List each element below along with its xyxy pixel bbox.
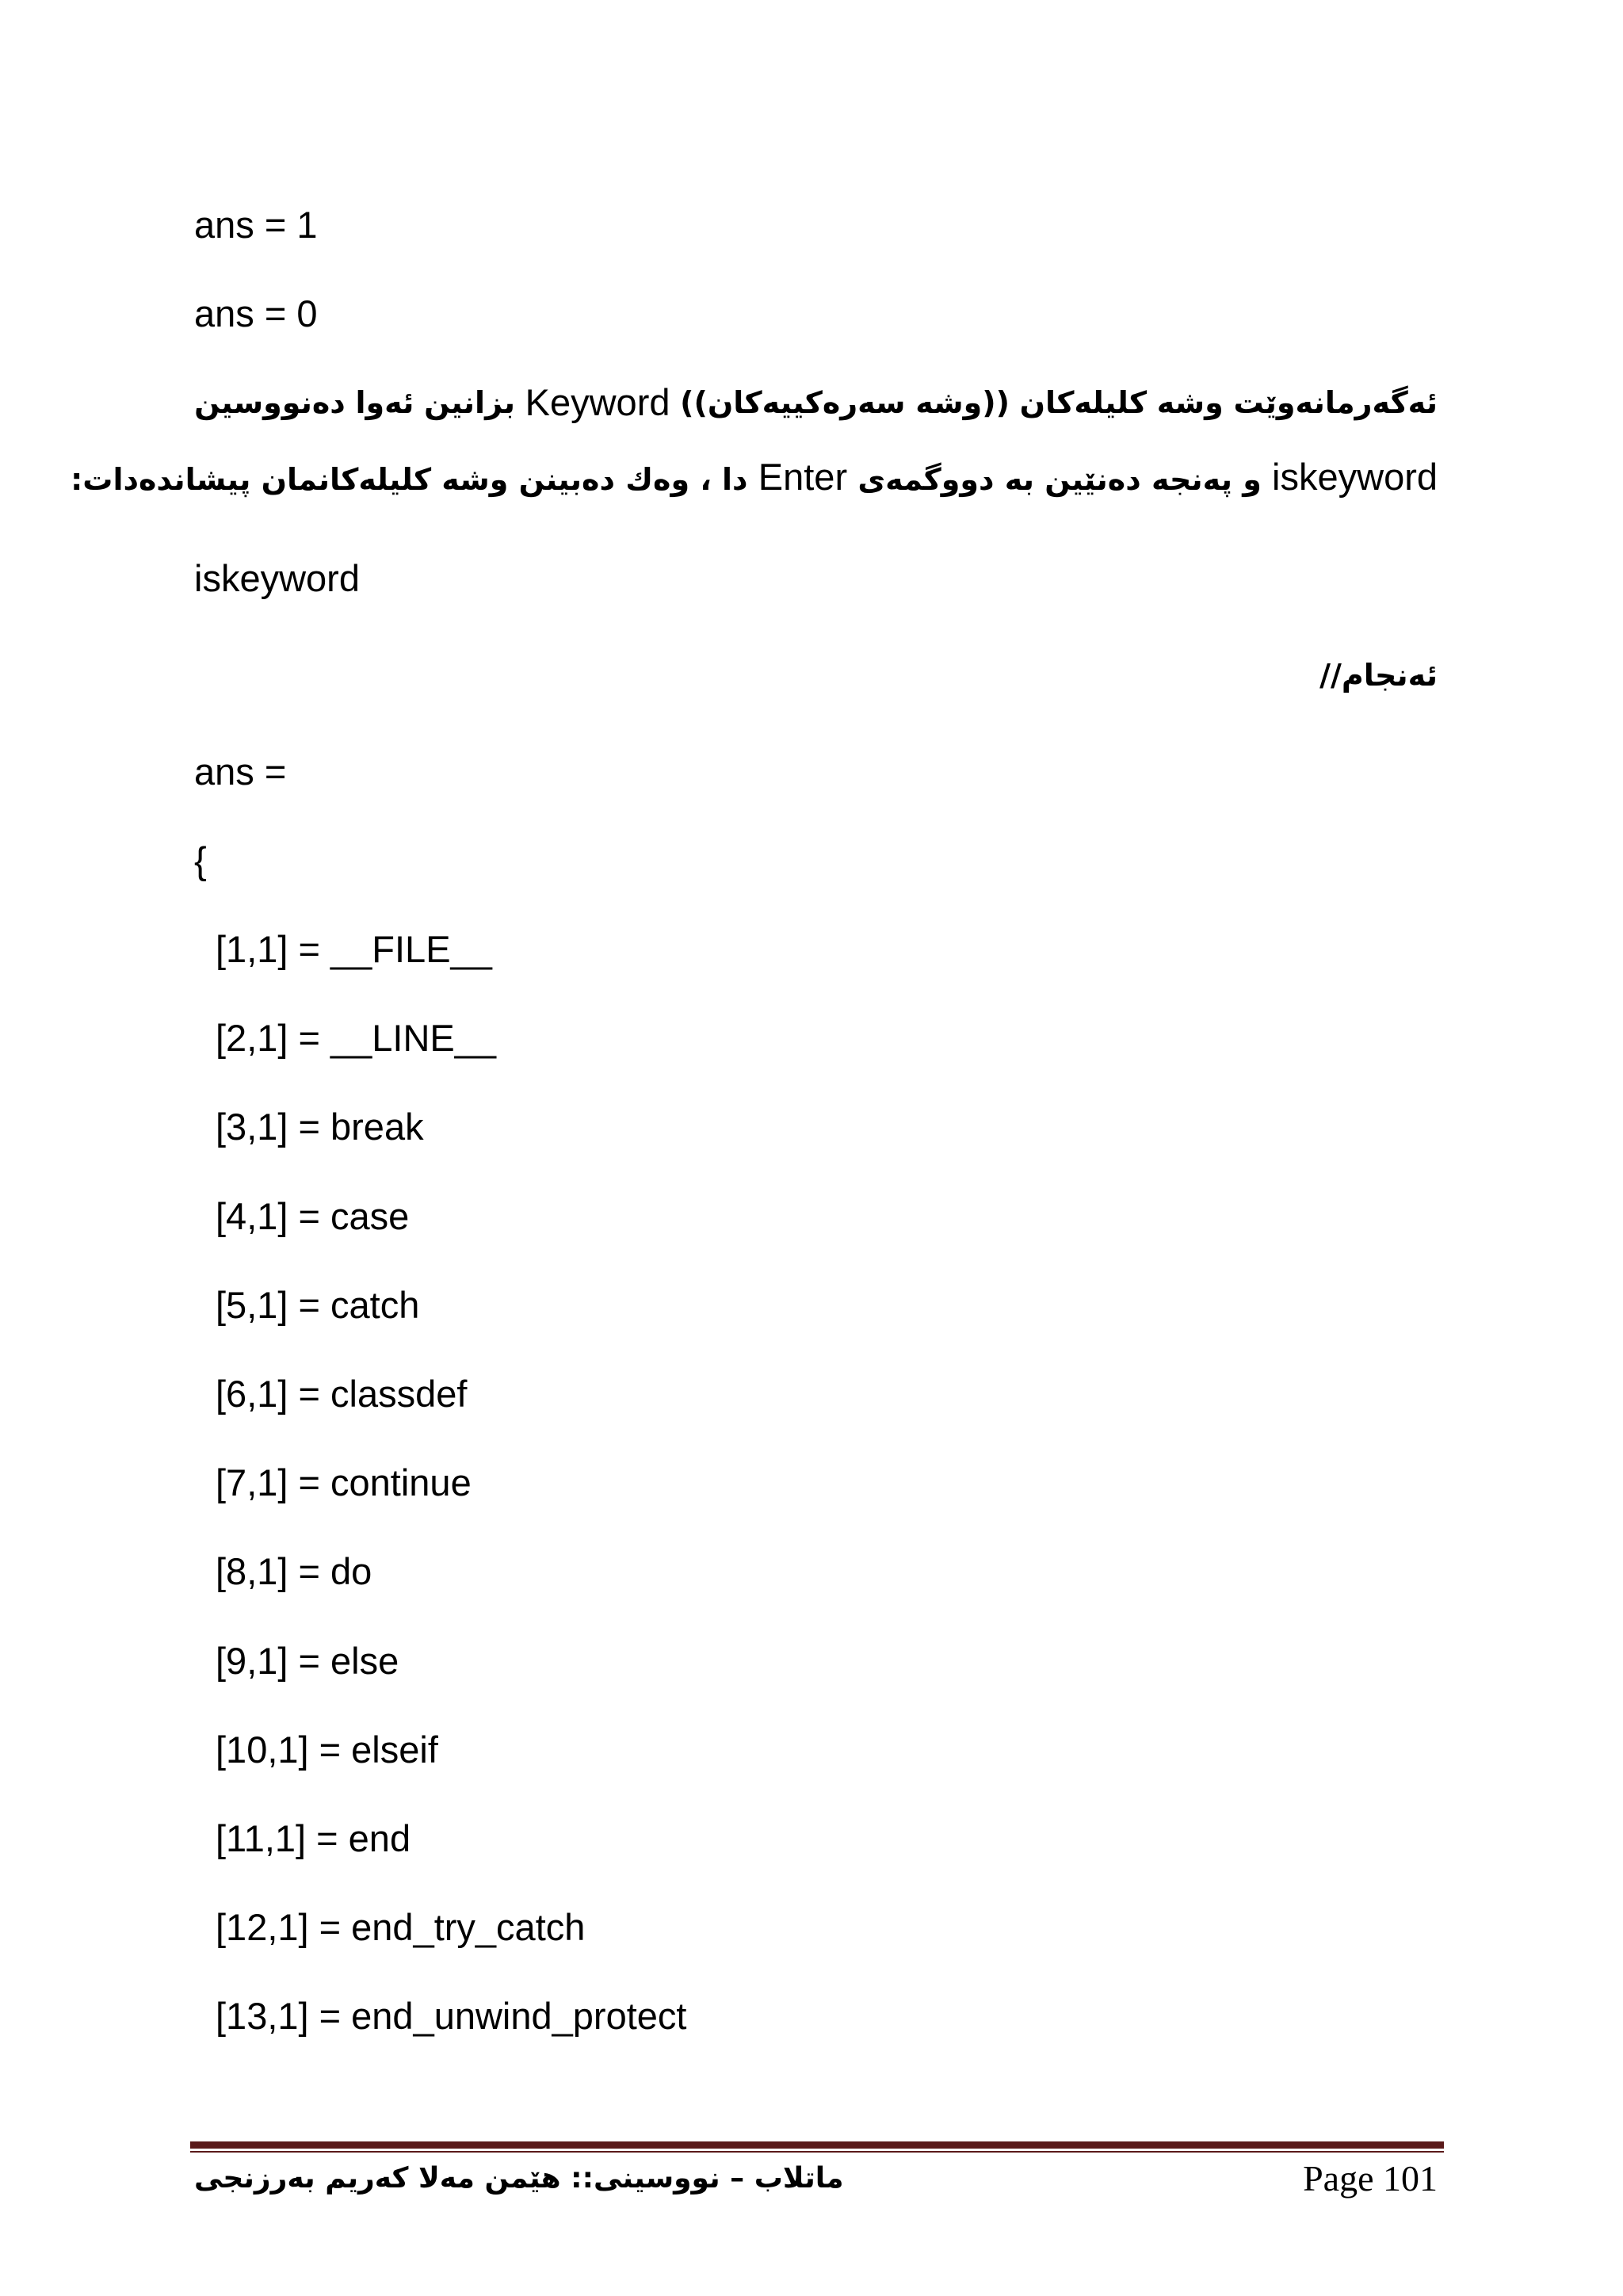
ans-line-1: ans = 1: [194, 204, 318, 246]
footer-author: ماتلاب – نووسینی:: هێمن مەلا کەریم بەرزنجی: [194, 2162, 844, 2195]
footer-rule-thin: [190, 2151, 1444, 2153]
paragraph-word: ئەوا: [355, 385, 414, 420]
paragraph-word: وشە: [1156, 385, 1224, 420]
paragraph-enter: Enter: [758, 456, 848, 498]
output-entry: [9,1] = else: [216, 1640, 399, 1682]
output-entry: [1,1] = __FILE__: [216, 928, 492, 970]
output-entry: [4,1] = case: [216, 1195, 410, 1237]
output-entry: [11,1] = end: [216, 1817, 411, 1859]
output-entry: [2,1] = __LINE__: [216, 1017, 497, 1059]
output-entry: [13,1] = end_unwind_protect: [216, 1995, 687, 2037]
paragraph-word: بزانین: [424, 385, 515, 420]
paragraph-word: ئەگەرمانەوێت: [1233, 385, 1438, 420]
output-entry: [3,1] = break: [216, 1106, 424, 1148]
paragraph-iskeyword: iskeyword: [1272, 456, 1438, 498]
paragraph-line-1: [194, 379, 1438, 426]
paragraph-word: ((وشە: [915, 385, 1010, 420]
paragraph-keyword: Keyword: [525, 381, 670, 423]
output-entry: [10,1] = elseif: [216, 1729, 438, 1771]
footer-rule: [190, 2141, 1444, 2149]
paragraph-word: دەنووسین: [194, 385, 346, 420]
paragraph-word: سەرەکییەکان)): [680, 385, 906, 420]
output-entry: [12,1] = end_try_catch: [216, 1906, 586, 1948]
command-line: iskeyword: [194, 557, 360, 599]
paragraph-line-2: [71, 453, 1438, 503]
ans-line-2: ans = 0: [194, 292, 318, 334]
output-entry: [6,1] = classdef: [216, 1373, 468, 1415]
output-entry: [8,1] = do: [216, 1550, 372, 1592]
output-entry: [5,1] = catch: [216, 1284, 420, 1326]
paragraph-word: کلیلەکان: [1019, 385, 1148, 420]
footer-page-number: Page 101: [1303, 2158, 1438, 2199]
output-entry: [7,1] = continue: [216, 1461, 472, 1503]
paragraph-text: دا ، وەك دەبینن وشە کلیلەکانمان پیشاندەدات:: [71, 462, 758, 497]
result-label: ئەنجام//: [1319, 658, 1438, 693]
output-brace: {: [194, 839, 207, 881]
output-ans-line: ans =: [194, 751, 287, 793]
paragraph-text: و پەنجە دەنێین بە دووگمەی: [847, 462, 1273, 497]
